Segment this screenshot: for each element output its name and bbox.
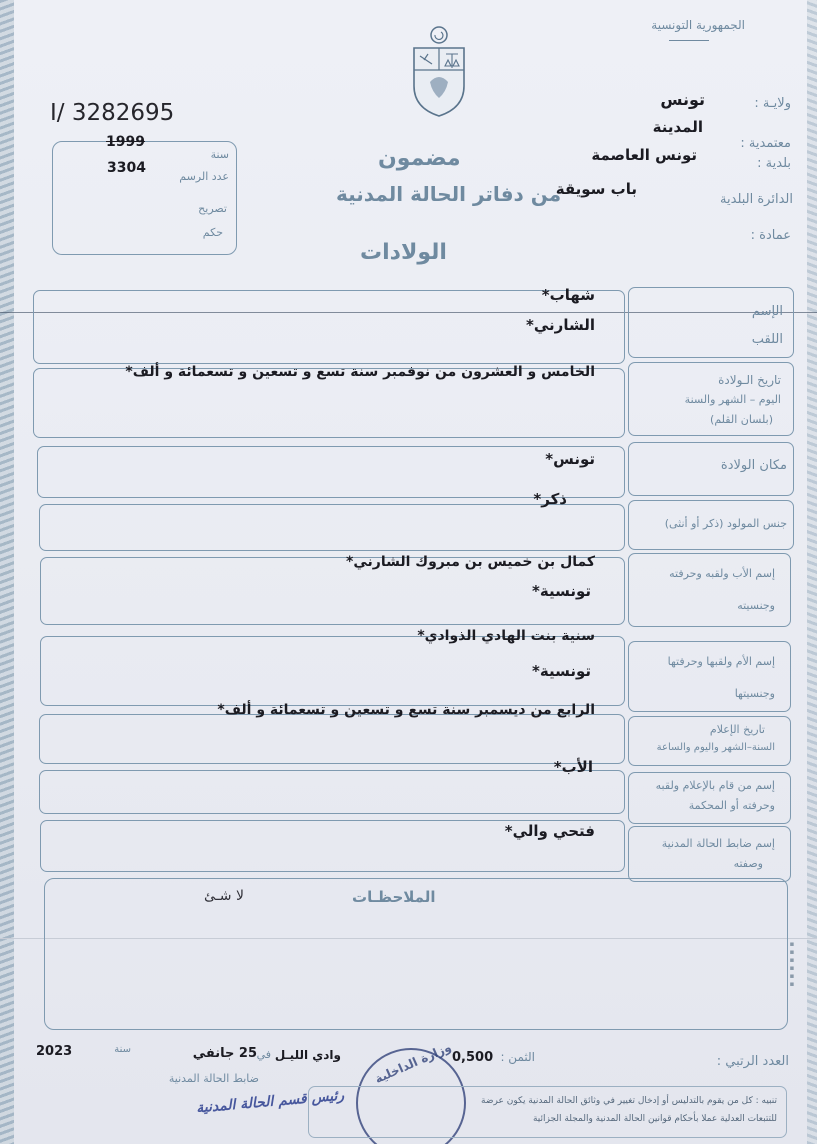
registry-record-value: 3304	[107, 160, 146, 176]
delegation-value: المدينة	[652, 118, 703, 136]
birth-place-value: تونس*	[545, 450, 595, 468]
birth-date-label-3: (بلسان القلم)	[710, 413, 773, 426]
registry-judgment-label: حكم	[202, 226, 223, 239]
declarant-label-2: وحرفته أو المحكمة	[688, 799, 775, 812]
father-label-1: إسم الأب ولقبه وحرفته	[669, 567, 775, 580]
municipality-label: بلدية :	[757, 156, 791, 171]
last-name-value: الشارني*	[526, 316, 595, 334]
price-label: الثمن :	[500, 1050, 535, 1064]
declaration-date-label-2: السنة–الشهر واليوم والساعة	[656, 742, 775, 753]
father-label-2: وجنسيته	[737, 599, 775, 612]
declarant-value-box	[39, 770, 625, 814]
birth-place-label: مكان الولادة	[720, 458, 787, 473]
declarant-label-1: إسم من قام بالإعلام ولقبه	[655, 779, 775, 792]
warning-line-1: تنبيه : كل من يقوم بالتدليس أو إدخال تغيير في وثائق الحالة المدنية يكون عرضة	[481, 1096, 777, 1106]
governorate-value: تونس	[660, 90, 705, 109]
issue-year-label: سنة	[114, 1044, 131, 1055]
republic-underline	[669, 40, 709, 41]
side-print-mark: ▪▪▪▪▪▪	[788, 940, 796, 988]
governorate-label: ولايـة :	[754, 96, 791, 111]
signature: رئيس قسم الحالة المدنية	[195, 1087, 345, 1117]
order-number-label: العدد الرتبي :	[716, 1054, 789, 1069]
sex-value-box	[39, 504, 625, 551]
declarant-value: الأب*	[553, 758, 593, 776]
declaration-date-label-1: تاريخ الإعلام	[709, 723, 765, 736]
right-guilloche-border	[807, 0, 817, 1144]
sex-value: ذكر*	[533, 490, 567, 508]
issue-on-label: في	[256, 1048, 271, 1061]
father-nationality-value: تونسية*	[532, 582, 591, 600]
last-name-label: اللقب	[751, 332, 783, 347]
mother-label-2: وجنسيتها	[734, 687, 775, 700]
municipality-value: تونس العاصمة	[591, 146, 697, 164]
issue-place: وادي الليـل	[274, 1048, 341, 1062]
issue-year-value: 2023	[36, 1044, 73, 1059]
delegation-label: معتمدية :	[740, 136, 791, 151]
birth-date-label-2: اليوم – الشهر والسنة	[684, 393, 781, 406]
section-title: الولادات	[360, 240, 447, 265]
issue-day-month: 25 جانفي	[192, 1046, 257, 1061]
mother-nationality-value: تونسية*	[532, 662, 591, 680]
officer-value: فتحي والي*	[504, 822, 595, 840]
registry-declaration-label: تصريح	[198, 202, 227, 215]
sex-label: جنس المولود (ذكر أو أنثى)	[664, 517, 787, 530]
registry-year-label: سنة	[210, 148, 229, 161]
district-label: الدائرة البلدية	[720, 192, 793, 207]
officer-label-2: وصفته	[733, 857, 763, 870]
officer-label-1: إسم ضابط الحالة المدنية	[661, 837, 775, 850]
warning-box	[308, 1086, 787, 1138]
declaration-date-value: الرابع من ديسمبر سنة تسع و تسعين و تسعمائة و ألف*	[217, 702, 595, 718]
first-name-label: الإسم	[751, 304, 783, 319]
coat-of-arms-icon	[408, 24, 470, 118]
first-name-value: شهاب*	[541, 286, 595, 304]
district-value: باب سويقة	[555, 180, 637, 198]
notes-label: الملاحظـات	[352, 888, 436, 906]
stamp-text: وزارة الداخلية	[372, 1039, 454, 1087]
registry-year-value: 1999	[106, 134, 145, 150]
republic-label: الجمهورية التونسية	[651, 18, 745, 32]
left-guilloche-border	[0, 0, 14, 1144]
father-name-value: كمال بن خميس بن مبروك الشارني*	[346, 554, 595, 570]
serial-number: I/ 3282695	[50, 100, 175, 126]
omda-label: عمادة :	[750, 228, 791, 243]
birth-date-label-1: تاريخ الـولادة	[718, 373, 781, 387]
officer-title: ضابط الحالة المدنية	[168, 1072, 259, 1085]
warning-line-2: للتتبعات العدلية عملا بأحكام قوانين الحالة المدنية والمجلة الجزائية	[532, 1114, 777, 1124]
declaration-date-value-box	[39, 714, 625, 764]
document-title: مضمون	[378, 146, 461, 171]
registry-record-label: عدد الرسم	[179, 170, 229, 183]
mother-label-1: إسم الأم ولقبها وحرفتها	[667, 655, 775, 668]
birth-date-value: الخامس و العشرون من نوفمبر سنة تسع و تسعين و تسعمائة و ألف*	[125, 364, 595, 380]
mother-name-value: سنية بنت الهادي الذوادي*	[417, 628, 595, 644]
document-subtitle: من دفاتر الحالة المدنية	[336, 182, 562, 206]
notes-value: لا شـئ	[204, 888, 244, 904]
price-value: 0,500	[452, 1050, 494, 1065]
